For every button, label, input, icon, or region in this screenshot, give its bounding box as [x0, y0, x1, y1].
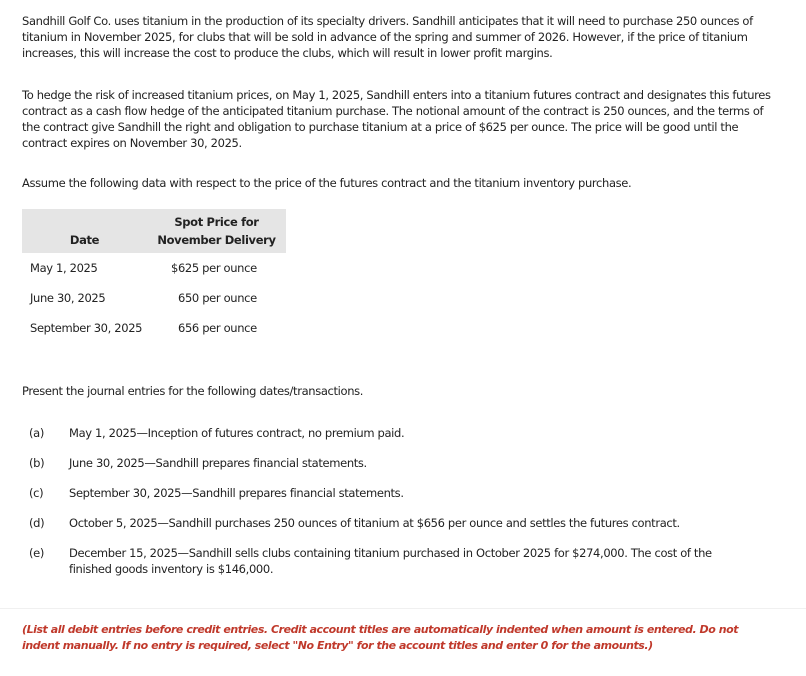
row-date: May 1, 2025	[30, 261, 98, 275]
table-row	[22, 313, 286, 343]
transaction-list	[22, 425, 782, 591]
section-divider	[0, 608, 806, 609]
header-price-line2: November Delivery	[157, 233, 276, 247]
transaction-letter: (d)	[29, 516, 45, 530]
row-price	[147, 313, 286, 343]
problem-paragraph-assume: Assume the following data with respect to the price of the futures contract and the titanium inventory purchase.	[22, 176, 632, 190]
instruction-note: (List all debit entries before credit entries. Credit account titles are automatically indented when amount is entered. Do not indent manually. If no entry is required, select "No Entry" for the account titles and enter 0 for the amounts.)	[22, 623, 739, 652]
transaction-letter: (b)	[29, 456, 45, 470]
transaction-text: June 30, 2025—Sandhill prepares financial statements.	[69, 456, 367, 470]
row-date: September 30, 2025	[30, 321, 143, 335]
transaction-text: May 1, 2025—Inception of futures contract, no premium paid.	[69, 426, 405, 440]
header-spot-price	[147, 209, 286, 253]
row-price-value: $625 per ounce	[171, 261, 257, 275]
transaction-letter: (a)	[29, 426, 44, 440]
header-price-line1: Spot Price for	[174, 215, 259, 229]
price-table-header-row	[22, 209, 286, 253]
transaction-text: September 30, 2025—Sandhill prepares financial statements.	[69, 486, 404, 500]
header-date	[22, 209, 147, 253]
problem-paragraph-present: Present the journal entries for the following dates/transactions.	[22, 384, 364, 398]
transaction-text: December 15, 2025—Sandhill sells clubs containing titanium purchased in October 2025 for $274,000. The cost of the finished goods inventory is $146,000.	[69, 546, 712, 576]
row-price-value: 650 per ounce	[178, 291, 257, 305]
list-item	[22, 425, 782, 441]
row-price	[147, 253, 286, 283]
row-price	[147, 283, 286, 313]
table-row	[22, 283, 286, 313]
list-item	[22, 455, 782, 471]
transaction-text: October 5, 2025—Sandhill purchases 250 ounces of titanium at $656 per ounce and settles the futures contract.	[69, 516, 680, 530]
problem-paragraph-hedge: To hedge the risk of increased titanium prices, on May 1, 2025, Sandhill enters into a titanium futures contract and designates this futures contract as a cash flow hedge of the anticipated titanium purchase. The notional amount of the contract is 250 ounces, and the terms of the contract give Sandhill the right and obligation to purchase titanium at a price of $625 per ounce. The price will be good until the contract expires on November 30, 2025.	[22, 88, 771, 150]
price-table	[22, 209, 286, 343]
table-row	[22, 253, 286, 283]
transaction-letter: (c)	[29, 486, 44, 500]
problem-paragraph-intro: Sandhill Golf Co. uses titanium in the production of its specialty drivers. Sandhill anticipates that it will need to purchase 250 ounces of titanium in November 2025, for clubs that will be sold in advance of the spring and summer of 2026. However, if the price of titanium increases, this will increase the cost to produce the clubs, which will result in lower profit margins.	[22, 14, 753, 60]
list-item	[22, 485, 782, 501]
row-date: June 30, 2025	[30, 291, 106, 305]
list-item	[22, 545, 782, 577]
header-date-label: Date	[69, 233, 100, 247]
list-item	[22, 515, 782, 531]
row-price-value: 656 per ounce	[178, 321, 257, 335]
transaction-letter: (e)	[29, 546, 44, 560]
